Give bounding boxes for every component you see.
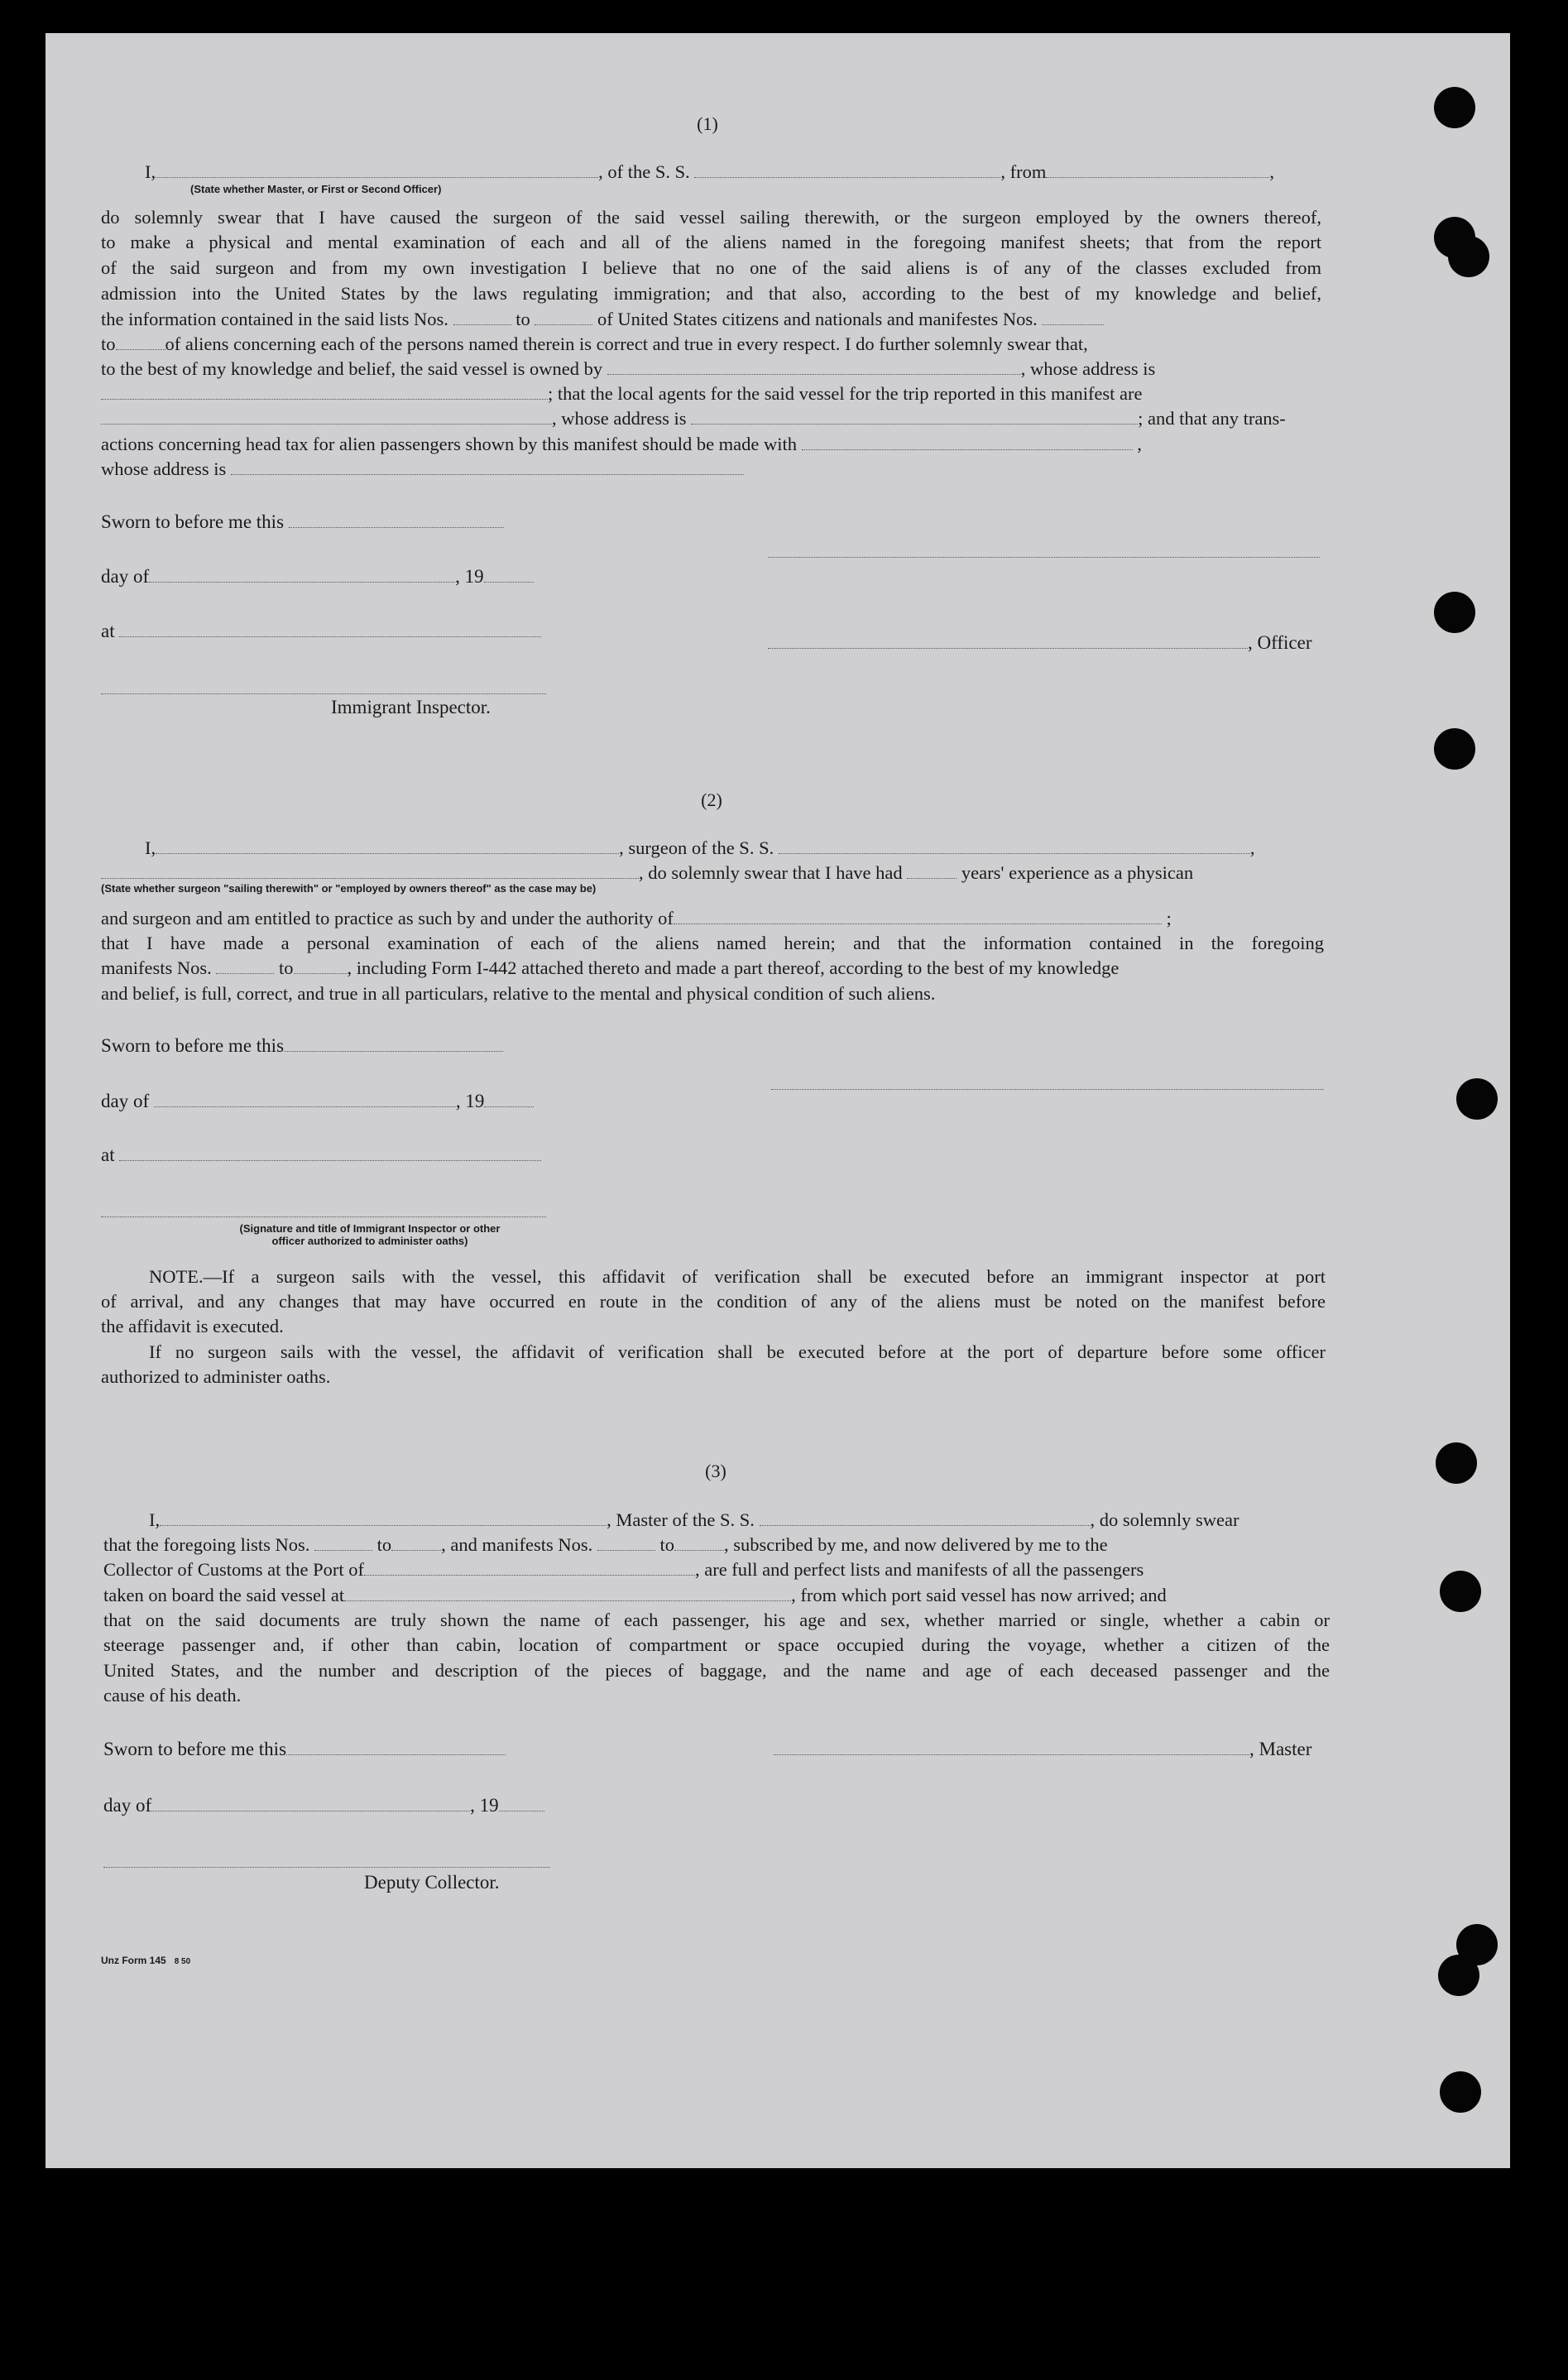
s3-boarded-line	[103, 1583, 1167, 1608]
text: ,	[1137, 434, 1142, 454]
section-3-number: (3)	[705, 1461, 726, 1481]
text: ,	[1249, 837, 1255, 858]
s1-agents-address-line	[101, 406, 1286, 431]
s2-surgeon-type-field[interactable]	[101, 878, 639, 879]
s2-authority-line	[101, 906, 1172, 931]
s2-manifests-to-field[interactable]	[294, 973, 348, 974]
s1-sworn-date-field[interactable]	[289, 527, 504, 528]
s3-lists-line	[103, 1533, 1108, 1557]
s1-sworn-label	[101, 511, 504, 533]
s3-master-signature-line	[774, 1739, 1311, 1760]
s3-para-line: steerage passenger and, if other than cabin, location of compartment or space occupied during the voyage, whether a citizen of the	[103, 1634, 1330, 1655]
s2-manifests-from-field[interactable]	[216, 973, 274, 974]
s3-para-line: cause of his death.	[103, 1685, 242, 1706]
text: of aliens concerning each of the persons named therein is correct and true in every respect. I do further solemnly swear that,	[165, 333, 1088, 354]
s2-inspector-signature[interactable]	[101, 1216, 546, 1217]
text: Sworn to before me this	[101, 1035, 285, 1056]
text: to	[101, 333, 116, 354]
s2-note-line: of arrival, and any changes that may have occurred en route in the condition of any of the aliens must be noted on the manifest before	[101, 1291, 1326, 1312]
s2-surgeon-line	[145, 836, 1254, 861]
text: Unz Form 145	[101, 1955, 166, 1966]
section-1-number: (1)	[697, 113, 718, 134]
owner-address-field[interactable]	[101, 399, 548, 400]
s1-para-line: to make a physical and mental examination of each and all of the aliens named in the foregoing manifest sheets; that from the report	[101, 232, 1321, 252]
s2-para-line: that I have made a personal examination of each of the aliens named herein; and that the information contained in the foregoing	[101, 933, 1324, 953]
s2-manifests-line	[101, 956, 1119, 981]
punch-hole	[1434, 87, 1475, 128]
officer-name-field[interactable]	[156, 177, 598, 178]
s1-day-field[interactable]	[149, 582, 455, 583]
text: actions concerning head tax for alien passengers shown by this manifest should be made with	[101, 434, 798, 454]
s1-headtax-line	[101, 432, 1142, 457]
text: , 19	[470, 1795, 499, 1816]
text: to	[659, 1534, 674, 1555]
s1-owner-line	[101, 357, 1155, 381]
text: ;	[1166, 908, 1172, 928]
text: to	[376, 1534, 392, 1555]
s1-lists-line	[101, 307, 1104, 332]
s1-officer-line	[768, 632, 1311, 654]
s2-note-line: the affidavit is executed.	[101, 1316, 284, 1336]
s2-day-label	[101, 1091, 534, 1112]
s1-para-line: do solemnly swear that I have caused the surgeon of the said vessel sailing therewith, or the surgeon employed by the owners thereof,	[101, 207, 1321, 228]
text: , are full and perfect lists and manifests of all the passengers	[694, 1559, 1144, 1580]
text: Collector of Customs at the Port of	[103, 1559, 364, 1580]
s1-para-line: of the said surgeon and from my own investigation I believe that no one of the said aliens is of any of the classes excluded from	[101, 257, 1321, 278]
s3-sworn-label	[103, 1739, 506, 1760]
manifests-to-field[interactable]	[116, 349, 165, 350]
label-from: , from	[1000, 161, 1047, 182]
text: I,	[149, 1509, 161, 1530]
manifests-from-field[interactable]	[1042, 324, 1104, 325]
s3-para-line: United States, and the number and description of the pieces of baggage, and the name and age of each deceased passenger and the	[103, 1660, 1330, 1681]
surgeon-name-field[interactable]	[156, 853, 619, 854]
text: ; that the local agents for the said vessel for the trip reported in this manifest are	[548, 383, 1143, 404]
s1-inspector-label: Immigrant Inspector.	[331, 697, 491, 717]
s3-manifests-to-field[interactable]	[674, 1550, 724, 1551]
text: (Signature and title of Immigrant Inspector or other	[239, 1222, 501, 1235]
s3-lists-to-field[interactable]	[391, 1550, 441, 1551]
agents-address-field[interactable]	[691, 424, 1138, 425]
s2-sworn-label	[101, 1035, 503, 1057]
collector-port-field[interactable]	[364, 1575, 695, 1576]
s2-note-line: If no surgeon sails with the vessel, the affidavit of verification shall be executed before at the port of departure before some officer	[149, 1341, 1326, 1362]
punch-hole	[1448, 236, 1489, 277]
text: day of	[101, 566, 150, 587]
text: , do solemnly swear that I have had	[639, 862, 903, 883]
punch-hole	[1436, 1442, 1477, 1484]
text: Sworn to before me this	[103, 1739, 287, 1759]
s3-para-line: that on the said documents are truly shown the name of each passenger, his age and sex, whether married or single, whether a cabin or	[103, 1610, 1330, 1630]
punch-hole	[1440, 1571, 1481, 1612]
agents-field[interactable]	[101, 424, 552, 425]
text: , from which port said vessel has now arrived; and	[791, 1585, 1167, 1605]
s1-at-field[interactable]	[119, 636, 541, 637]
label-of-the-ss: , of the S. S.	[598, 161, 690, 182]
s3-manifests-from-field[interactable]	[597, 1550, 655, 1551]
text: day of	[103, 1795, 152, 1816]
s3-lists-from-field[interactable]	[314, 1550, 372, 1551]
text: to the best of my knowledge and belief, the said vessel is owned by	[101, 358, 603, 379]
s1-year-field[interactable]	[484, 582, 534, 583]
s3-sworn-date-field[interactable]	[286, 1754, 506, 1755]
text: , Master of the S. S.	[607, 1509, 755, 1530]
surgeon-note: (State whether surgeon "sailing therewith" or "employed by owners thereof" as the case may be)	[101, 882, 597, 895]
s3-vessel-field[interactable]	[760, 1525, 1091, 1526]
text: , do solemnly swear	[1090, 1509, 1240, 1530]
text: day of	[101, 1091, 150, 1111]
s3-master-signature-field[interactable]	[774, 1754, 1249, 1755]
text: the information contained in the said lists Nos.	[101, 309, 448, 329]
punch-hole	[1434, 592, 1475, 633]
s3-deputy-label: Deputy Collector.	[364, 1872, 500, 1893]
punch-hole	[1440, 2071, 1481, 2113]
text: of United States citizens and nationals and manifestes Nos.	[597, 309, 1038, 329]
s2-surgeon-signature[interactable]	[771, 1089, 1324, 1090]
s1-inspector-signature[interactable]	[101, 693, 546, 694]
s3-day-label	[103, 1795, 544, 1816]
lists-from-field[interactable]	[453, 324, 511, 325]
s3-port-line	[103, 1557, 1144, 1582]
text: , whose address is	[552, 408, 687, 429]
text: taken on board the said vessel at	[103, 1585, 345, 1605]
punch-hole	[1456, 1078, 1498, 1120]
text: that the foregoing lists Nos.	[103, 1534, 310, 1555]
s2-at-field[interactable]	[119, 1160, 541, 1161]
headtax-field[interactable]	[802, 449, 1133, 450]
text: at	[101, 1144, 115, 1165]
s2-note-line: authorized to administer oaths.	[101, 1366, 331, 1387]
label-i: I,	[145, 161, 156, 182]
punch-hole	[1438, 1955, 1479, 1996]
text: , including Form I-442 attached thereto and made a part thereof, according to the best of my knowledge	[347, 957, 1120, 978]
text: , 19	[455, 566, 484, 587]
boarding-port-field[interactable]	[344, 1600, 791, 1601]
s2-at-label	[101, 1144, 541, 1166]
s2-year-field[interactable]	[484, 1106, 534, 1107]
s1-para-line: admission into the United States by the laws regulating immigration; and that also, according to the best of my knowledge and belief,	[101, 283, 1321, 304]
s3-deputy-signature[interactable]	[103, 1867, 550, 1868]
text: , and manifests Nos.	[441, 1534, 593, 1555]
text: 8 50	[174, 1957, 191, 1966]
text: to	[515, 309, 530, 329]
text: , subscribed by me, and now delivered by me to the	[724, 1534, 1108, 1555]
text: to	[279, 957, 294, 978]
text: , surgeon of the S. S.	[619, 837, 774, 858]
text: and surgeon and am entitled to practice as such by and under the authority of	[101, 908, 674, 928]
s2-sworn-date-field[interactable]	[284, 1051, 503, 1052]
punch-hole	[1434, 728, 1475, 770]
s2-para-line: and belief, is full, correct, and true in all particulars, relative to the mental and physical condition of such aliens.	[101, 983, 936, 1004]
s2-signature-note	[101, 1222, 639, 1247]
s1-aliens-line	[101, 332, 1088, 357]
s1-headtax-address-line	[101, 457, 744, 482]
text: , Officer	[1248, 632, 1312, 653]
text: ; and that any trans-	[1138, 408, 1286, 429]
text: Sworn to before me this	[101, 511, 285, 532]
s2-day-field[interactable]	[154, 1106, 456, 1107]
comma: ,	[1269, 161, 1275, 182]
form-number	[101, 1955, 190, 1968]
lists-to-field[interactable]	[535, 324, 592, 325]
text: , Master	[1249, 1739, 1312, 1759]
text: , whose address is	[1020, 358, 1156, 379]
s3-master-line	[149, 1508, 1239, 1533]
master-name-field[interactable]	[160, 1525, 607, 1526]
owner-field[interactable]	[607, 374, 1021, 375]
section-2-number: (2)	[701, 789, 722, 810]
text: manifests Nos.	[101, 957, 212, 978]
from-port-field[interactable]	[1046, 177, 1269, 178]
vessel-name-field[interactable]	[694, 177, 1000, 178]
s2-vessel-field[interactable]	[779, 853, 1250, 854]
officer-note: (State whether Master, or First or Second Officer)	[190, 183, 442, 195]
text: at	[101, 621, 115, 641]
s1-officer-signature-field[interactable]	[768, 648, 1248, 649]
text: I,	[145, 837, 156, 858]
text: officer authorized to administer oaths)	[271, 1235, 468, 1247]
text: whose address is	[101, 458, 227, 479]
s1-day-label	[101, 566, 534, 588]
officer-line	[145, 160, 1303, 185]
headtax-address-field[interactable]	[231, 474, 744, 475]
text: , 19	[455, 1091, 485, 1111]
years-field[interactable]	[907, 878, 957, 879]
text: years' experience as a physican	[961, 862, 1194, 883]
s2-note-line: NOTE.—If a surgeon sails with the vessel, this affidavit of verification shall be executed before an immigrant inspector at port	[149, 1266, 1326, 1287]
s1-agents-line	[101, 381, 1143, 406]
s1-officer-signature-top[interactable]	[768, 557, 1320, 558]
s1-at-label	[101, 621, 541, 642]
